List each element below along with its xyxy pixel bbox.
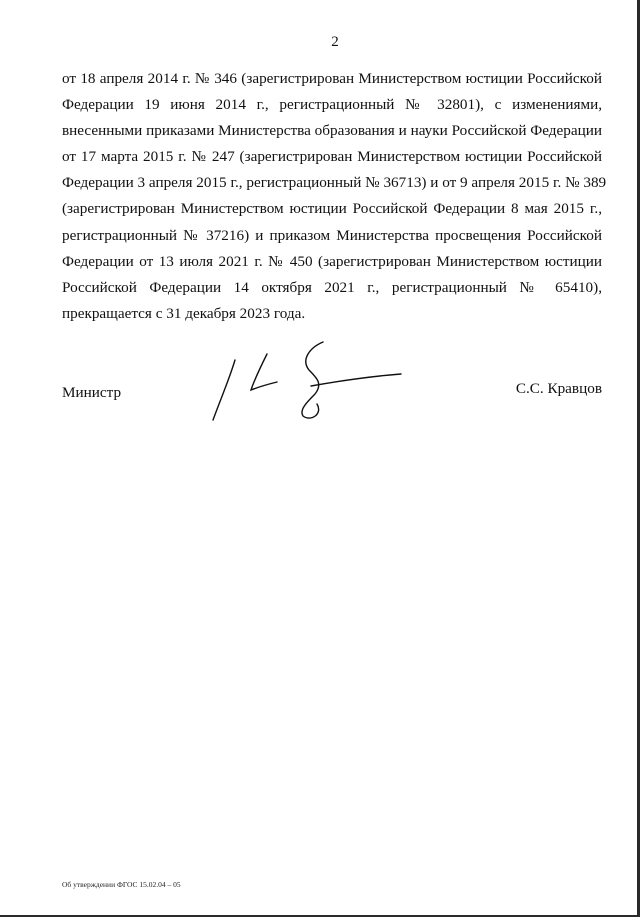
body-line-8: Федерации от 13 июля 2021 г. № 450 (зарегистрирован Министерством юстиции (62, 252, 602, 270)
body-line-7: регистрационный № 37216) и приказом Министерства просвещения Российской (62, 226, 602, 244)
body-line-1: от 18 апреля 2014 г. № 346 (зарегистрирован Министерством юстиции Российской (62, 70, 602, 87)
page-number: 2 (331, 34, 339, 50)
body-line-10: прекращается с 31 декабря 2023 года. (62, 304, 306, 322)
body-line-9: Российской Федерации 14 октября 2021 г., регистрационный № 65410), (62, 278, 602, 296)
document-body (62, 66, 607, 327)
body-line-2: Федерации 19 июня 2014 г., регистрационный № 32801), с изменениями, (62, 96, 602, 114)
footer-note: Об утверждении ФГОС 15.02.04 – 05 (62, 880, 181, 889)
signature-block (62, 376, 602, 416)
signatory-role: Министр (62, 384, 122, 401)
signatory-name: С.С. Кравцов (515, 380, 602, 397)
body-line-3: внесенными приказами Министерства образования и науки Российской Федерации (62, 122, 602, 140)
body-line-6: (зарегистрирован Министерством юстиции Российской Федерации 8 мая 2015 г., (62, 200, 602, 218)
body-line-5: Федерации 3 апреля 2015 г., регистрационный № 36713) и от 9 апреля 2015 г. № 389 (62, 174, 607, 192)
body-line-4: от 17 марта 2015 г. № 247 (зарегистрирован Министерством юстиции Российской (62, 148, 602, 166)
